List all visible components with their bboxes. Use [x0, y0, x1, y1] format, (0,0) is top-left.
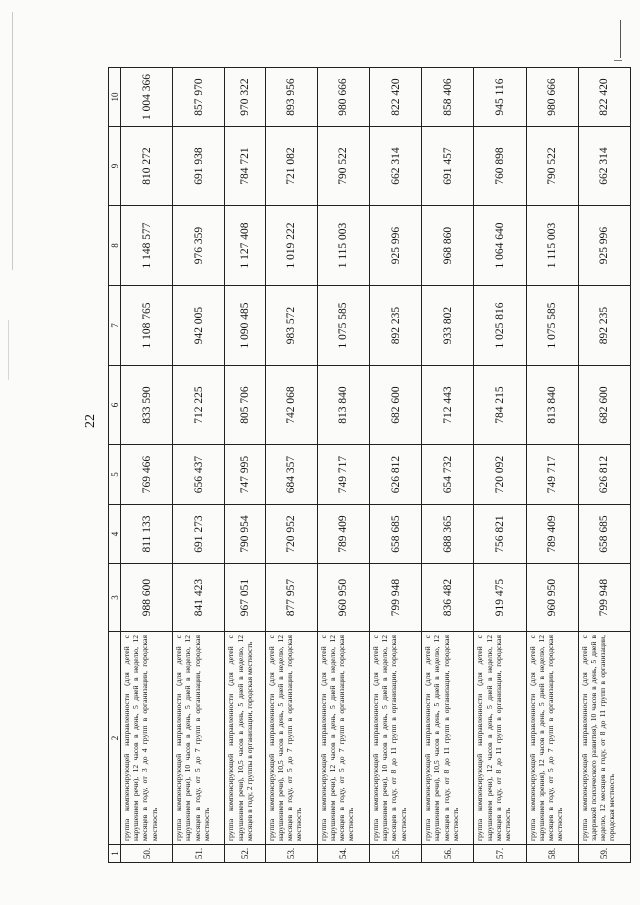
cost-value: 799 948: [369, 564, 421, 632]
cost-value: 790 522: [317, 127, 369, 206]
cost-value: 810 272: [121, 127, 173, 206]
cost-value: 877 957: [265, 564, 317, 632]
cost-value: 822 420: [369, 68, 421, 127]
cost-value: 1 025 816: [474, 286, 526, 366]
group-description: группа компенсирующей направленности (для детей с нарушением зрения), 12 часов в день, 5 дней в неделю, 12 месяцев в году, от 5 до 7 групп в организации, городская местность: [526, 632, 578, 845]
column-header: 10: [109, 68, 121, 127]
cost-value: 756 821: [474, 505, 526, 564]
cost-value: 925 996: [369, 206, 421, 286]
cost-value: 858 406: [422, 68, 474, 127]
group-description: группа компенсирующей направленности (для детей с нарушением речи), 12 часов в день, 5 дней в неделю, 12 месяцев в году, от 3 до 4 групп в организации, городская местность: [121, 632, 173, 845]
cost-value: 1 115 003: [317, 206, 369, 286]
group-description: группа компенсирующей направленности (для детей с нарушением речи), 10 часов в день, 5 дней в неделю, 12 месяцев в году, от 5 до 7 групп в организации, городская местность: [173, 632, 225, 845]
cost-value: 976 359: [173, 206, 225, 286]
cost-value: 1 064 640: [474, 206, 526, 286]
cost-value: 712 225: [173, 366, 225, 445]
tariff-table: [108, 67, 631, 863]
cost-value: 1 115 003: [526, 206, 578, 286]
cost-value: 968 860: [422, 206, 474, 286]
cost-value: 742 068: [265, 366, 317, 445]
scan-edge-mark: [614, 60, 622, 61]
cost-value: 684 357: [265, 445, 317, 505]
column-header: 7: [109, 286, 121, 366]
cost-value: 760 898: [474, 127, 526, 206]
row-number: 58.: [526, 845, 578, 863]
table-row: [526, 68, 578, 863]
column-header: 2: [109, 632, 121, 845]
cost-value: 712 443: [422, 366, 474, 445]
cost-value: 682 600: [578, 366, 630, 445]
cost-value: 749 717: [317, 445, 369, 505]
cost-value: 942 005: [173, 286, 225, 366]
cost-value: 980 666: [317, 68, 369, 127]
row-number: 51.: [173, 845, 225, 863]
table-row: [422, 68, 474, 863]
row-number: 55.: [369, 845, 421, 863]
column-header: 9: [109, 127, 121, 206]
cost-value: 1 075 585: [526, 286, 578, 366]
table-row: [121, 68, 173, 863]
column-header: 3: [109, 564, 121, 632]
cost-value: 789 409: [526, 505, 578, 564]
cost-value: 656 437: [173, 445, 225, 505]
cost-value: 822 420: [578, 68, 630, 127]
cost-value: 1 108 765: [121, 286, 173, 366]
page-number: 22: [83, 414, 98, 428]
cost-value: 1 075 585: [317, 286, 369, 366]
cost-value: 813 840: [526, 366, 578, 445]
cost-value: 919 475: [474, 564, 526, 632]
cost-value: 960 950: [526, 564, 578, 632]
table-body: [121, 68, 631, 863]
cost-value: 626 812: [369, 445, 421, 505]
cost-value: 749 717: [526, 445, 578, 505]
cost-value: 893 956: [265, 68, 317, 127]
column-header: 8: [109, 206, 121, 286]
cost-value: 720 092: [474, 445, 526, 505]
cost-value: 1 004 366: [121, 68, 173, 127]
cost-value: 892 235: [369, 286, 421, 366]
row-number: 53.: [265, 845, 317, 863]
column-header: 6: [109, 366, 121, 445]
cost-value: 658 685: [578, 505, 630, 564]
cost-value: 721 082: [265, 127, 317, 206]
cost-value: 688 365: [422, 505, 474, 564]
table-row: [369, 68, 421, 863]
scan-edge-line: [12, 12, 13, 270]
cost-value: 813 840: [317, 366, 369, 445]
row-number: 54.: [317, 845, 369, 863]
scan-edge-line: [8, 320, 9, 380]
column-header: 5: [109, 445, 121, 505]
cost-value: 925 996: [578, 206, 630, 286]
table-row: [474, 68, 526, 863]
cost-value: 691 938: [173, 127, 225, 206]
cost-value: 799 948: [578, 564, 630, 632]
group-description: группа компенсирующей направленности (для детей с нарушением речи), 10,5 часов в день, 5 дней в неделю, 12 месяцев в году, от 5 до 7 групп в организации, городская местность: [265, 632, 317, 845]
cost-value: 691 273: [173, 505, 225, 564]
group-description: группа компенсирующей направленности (для детей с нарушением речи), 10,5 часов в день, 5 дней в неделю, 12 месяцев в году, 2 группы в организации, городская местность: [225, 632, 265, 845]
row-number: 56.: [422, 845, 474, 863]
cost-value: 1 148 577: [121, 206, 173, 286]
table-row: [317, 68, 369, 863]
row-number: 52.: [225, 845, 265, 863]
cost-value: 945 116: [474, 68, 526, 127]
cost-value: 841 423: [173, 564, 225, 632]
cost-value: 836 482: [422, 564, 474, 632]
cost-value: 626 812: [578, 445, 630, 505]
cost-value: 662 314: [578, 127, 630, 206]
table-row: [225, 68, 265, 863]
column-header: 1: [109, 845, 121, 863]
cost-value: 857 970: [173, 68, 225, 127]
cost-value: 833 590: [121, 366, 173, 445]
table-row: [265, 68, 317, 863]
cost-value: 1 090 485: [225, 286, 265, 366]
cost-value: 784 215: [474, 366, 526, 445]
cost-value: 747 995: [225, 445, 265, 505]
cost-value: 662 314: [369, 127, 421, 206]
cost-value: 790 522: [526, 127, 578, 206]
cost-value: 960 950: [317, 564, 369, 632]
group-description: группа компенсирующей направленности (для детей с задержкой психического развития), 10 часов в день, 5 дней в неделю, 12 месяцев в году, от 8 до 11 групп в организации, городская местность: [578, 632, 630, 845]
cost-value: 988 600: [121, 564, 173, 632]
cost-value: 980 666: [526, 68, 578, 127]
cost-value: 658 685: [369, 505, 421, 564]
cost-value: 790 954: [225, 505, 265, 564]
cost-value: 1 127 408: [225, 206, 265, 286]
column-header: 4: [109, 505, 121, 564]
cost-value: 983 572: [265, 286, 317, 366]
cost-value: 933 802: [422, 286, 474, 366]
group-description: группа компенсирующей направленности (для детей с нарушением речи), 10,5 часов в день, 5 дней в неделю, 12 месяцев в году, от 8 до 11 групп в организации, городская местность: [422, 632, 474, 845]
row-number: 50.: [121, 845, 173, 863]
tariff-table-wrapper: [108, 68, 631, 863]
header-row: [109, 68, 121, 863]
row-number: 59.: [578, 845, 630, 863]
table-row: [173, 68, 225, 863]
cost-value: 970 322: [225, 68, 265, 127]
row-number: 57.: [474, 845, 526, 863]
table-row: [578, 68, 630, 863]
cost-value: 654 732: [422, 445, 474, 505]
cost-value: 967 051: [225, 564, 265, 632]
cost-value: 789 409: [317, 505, 369, 564]
group-description: группа компенсирующей направленности (для детей с нарушением речи), 12 часов в день, 5 дней в неделю, 12 месяцев в году, от 5 до 7 групп в организации, городская местность: [317, 632, 369, 845]
cost-value: 892 235: [578, 286, 630, 366]
cost-value: 682 600: [369, 366, 421, 445]
cost-value: 691 457: [422, 127, 474, 206]
cost-value: 805 706: [225, 366, 265, 445]
group-description: группа компенсирующей направленности (для детей с нарушением речи), 12 часов в день, 5 дней в неделю, 12 месяцев в году, от 8 до 11 групп в организации, городская местность: [474, 632, 526, 845]
scan-edge-mark: [620, 20, 621, 58]
cost-value: 1 019 222: [265, 206, 317, 286]
group-description: группа компенсирующей направленности (для детей с нарушением речи), 10 часов в день, 5 дней в неделю, 12 месяцев в году, от 8 до 11 групп в организации, городская местность: [369, 632, 421, 845]
cost-value: 784 721: [225, 127, 265, 206]
cost-value: 769 466: [121, 445, 173, 505]
cost-value: 811 133: [121, 505, 173, 564]
cost-value: 720 952: [265, 505, 317, 564]
